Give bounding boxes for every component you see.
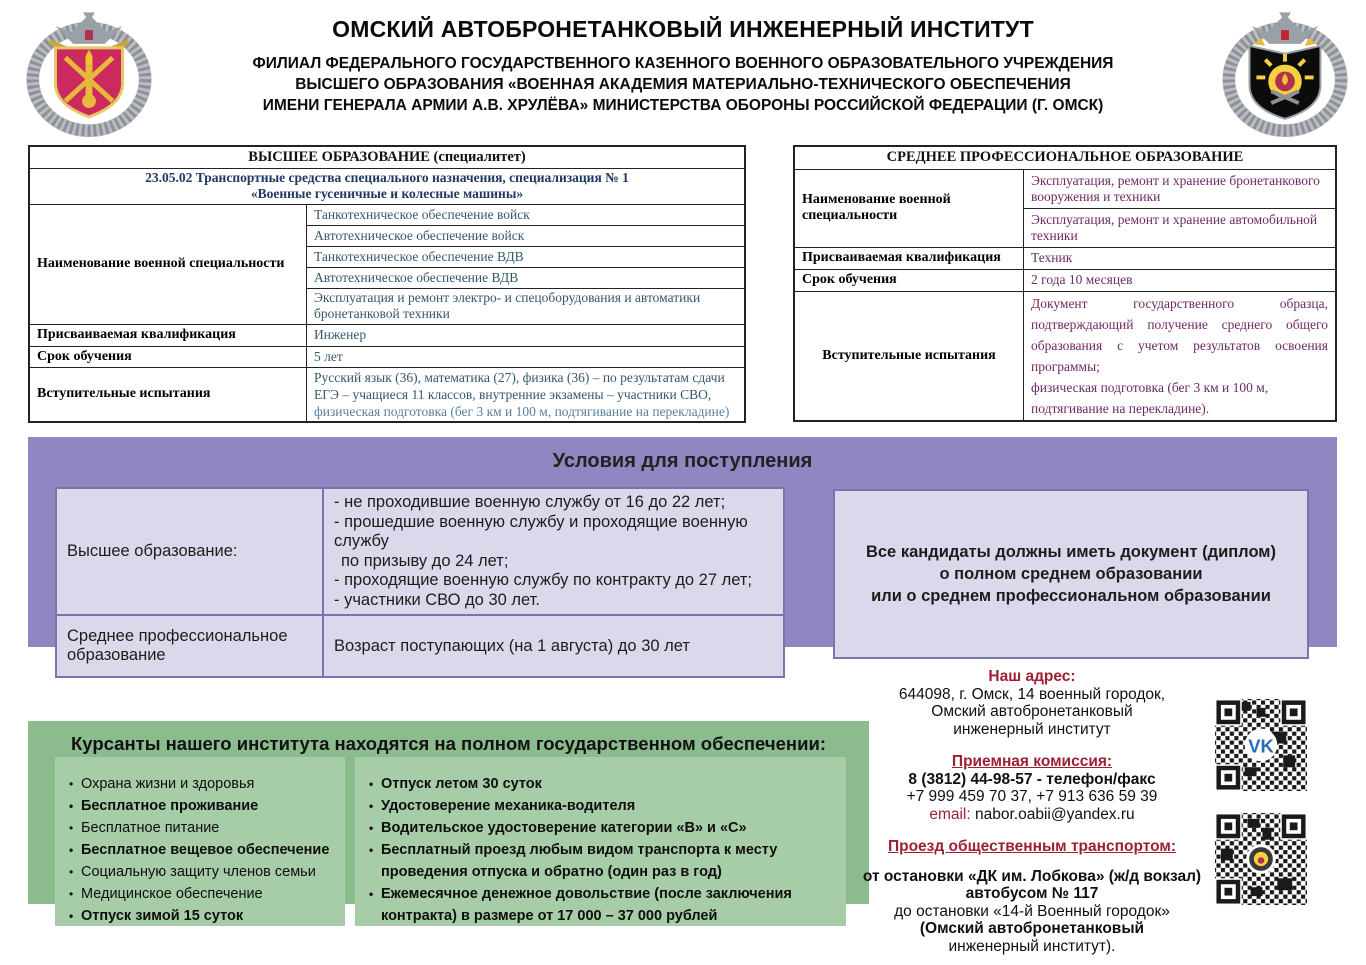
exams-label-2: Вступительные испытания [794, 291, 1024, 421]
contacts-block [862, 668, 1202, 955]
admission-table [55, 487, 785, 678]
benefit-item: • Социальную защиту членов семьи [65, 861, 337, 883]
benefit-item: • Водительское удостоверение категории «В» и «С» [365, 817, 838, 839]
secondary-edu-title: СРЕДНЕЕ ПРОФЕССИОНАЛЬНОЕ ОБРАЗОВАНИЕ [794, 146, 1336, 169]
qualification-value-2: Техник [1024, 247, 1337, 269]
specialty-label: Наименование военной специальности [29, 204, 307, 324]
header-subtitle-1: ФИЛИАЛ ФЕДЕРАЛЬНОГО ГОСУДАРСТВЕННОГО КАЗЕННОГО ВОЕННОГО ОБРАЗОВАТЕЛЬНОГО УЧРЕЖДЕНИЯ [252, 55, 1114, 72]
header-subtitle-3: ИМЕНИ ГЕНЕРАЛА АРМИИ А.В. ХРУЛЁВА» МИНИСТЕРСТВА ОБОРОНЫ РОССИЙСКОЙ ФЕДЕРАЦИИ (Г. ОМСК) [262, 97, 1104, 114]
exams-value-2 [1024, 291, 1337, 421]
email-address: nabor.oabii@yandex.ru [975, 805, 1135, 823]
benefits-right-list [365, 773, 838, 927]
higher-edu-title: ВЫСШЕЕ ОБРАЗОВАНИЕ (специалитет) [29, 146, 745, 168]
note-line-1: Все кандидаты должны иметь документ (диплом) [865, 543, 1277, 561]
exams-value [307, 367, 746, 422]
header-subtitle-2: ВЫСШЕГО ОБРАЗОВАНИЯ «ВОЕННАЯ АКАДЕМИЯ МАТЕРИАЛЬНО-ТЕХНИЧЕСКОГО ОБЕСПЕЧЕНИЯ [295, 76, 1071, 93]
adm-line-4: - проходящие военную службу по контракту до 27 лет; [334, 571, 753, 589]
secondary-specialty-1: Эксплуатация, ремонт и хранение бронетанкового вооружения и техники [1024, 169, 1337, 208]
transport-line: до остановки «14-й Военный городок» [894, 902, 1170, 920]
note-line-3: или о среднем профессиональном образовании [871, 587, 1271, 605]
secondary-specialty-2: Эксплуатация, ремонт и хранение автомобильной техники [1024, 208, 1337, 247]
address-line: 644098, г. Омск, 14 военный городок, [898, 685, 1166, 703]
transport-line: автобусом № 117 [965, 885, 1099, 902]
benefits-left-box [55, 757, 345, 926]
benefit-item: • Отпуск зимой 15 суток [65, 905, 337, 927]
transport-title: Проезд общественным транспортом: [887, 838, 1176, 855]
admission-secondary-label: Среднее профессиональное образование [56, 615, 323, 677]
transport-line: инженерный институт). [948, 937, 1116, 955]
benefit-item: • Отпуск летом 30 суток [365, 773, 838, 795]
benefit-item: • Охрана жизни и здоровья [65, 773, 337, 795]
exams-line-2: физическая подготовка (бег 3 км и 100 м, подтягивание на перекладине) [314, 403, 730, 419]
benefits-right-box [355, 757, 846, 926]
duration-value-2: 2 года 10 месяцев [1024, 269, 1337, 291]
benefits-title: Курсанты нашего института находятся на полном государственном обеспечении: [71, 733, 826, 754]
transport-line: от остановки «ДК им. Лобкова» (ж/д вокзал) [862, 867, 1202, 885]
specialty-3: Танкотехническое обеспечение ВДВ [307, 246, 746, 267]
program-line-2: «Военные гусеничные и колесные машины» [250, 186, 524, 201]
email-line [862, 806, 1202, 824]
address-title: Наш адрес: [988, 668, 1076, 685]
transport-line: (Омский автобронетанковый [919, 920, 1145, 937]
phone-fax: 8 (3812) 44-98-57 - телефон/факс [908, 770, 1156, 788]
exams-para-1: Документ государственного образца, подтверждающий получение среднего общего образования с учетом результатов освоения программы; [1031, 295, 1328, 374]
duration-label-2: Срок обучения [794, 269, 1024, 291]
header [180, 16, 1186, 116]
exams-para-2: физическая подготовка (бег 3 км и 100 м, подтягивание на перекладине). [1031, 379, 1269, 416]
specialty-label-2: Наименование военной специальности [794, 169, 1024, 247]
benefit-item: • Бесплатное проживание [65, 795, 337, 817]
higher-education-table [28, 145, 746, 423]
benefit-item: • Ежемесячное денежное довольствие (после заключения контракта) в размере от 17 000 – 37 000 рублей [365, 883, 838, 927]
admissions-office-title: Приемная комиссия: [951, 753, 1113, 770]
academy-emblem-icon [20, 6, 158, 138]
specialty-5: Эксплуатация и ремонт электро- и спецоборудования и автоматики бронетанковой техники [307, 288, 746, 324]
qualification-value: Инженер [307, 324, 746, 346]
benefit-item: • Бесплатный проезд любым видом транспорта к месту проведения отпуска и обратно (один раз в год) [365, 839, 838, 883]
adm-line-5: - участники СВО до 30 лет. [334, 590, 540, 609]
adm-line-2: - прошедшие военную службу и проходящие военную службу [334, 512, 748, 550]
benefit-item: • Бесплатное питание [65, 817, 337, 839]
admission-title: Условия для поступления [552, 450, 813, 472]
institute-emblem-icon [1216, 6, 1354, 138]
qr-code-institute [1212, 810, 1310, 908]
note-line-2: о полном среднем образовании [939, 565, 1203, 583]
specialty-4: Автотехническое обеспечение ВДВ [307, 267, 746, 288]
adm-line-3: по призыву до 24 лет; [341, 551, 509, 570]
admission-secondary-value: Возраст поступающих (на 1 августа) до 30 лет [323, 615, 784, 677]
admission-higher-label: Высшее образование: [56, 488, 323, 615]
address-line: инженерный институт [953, 720, 1111, 738]
secondary-education-table [793, 145, 1337, 422]
qualification-label: Присваиваемая квалификация [29, 324, 307, 346]
page-title: ОМСКИЙ АВТОБРОНЕТАНКОВЫЙ ИНЖЕНЕРНЫЙ ИНСТИТУТ [332, 16, 1034, 42]
benefit-item: • Удостоверение механика-водителя [365, 795, 838, 817]
admission-note [833, 489, 1309, 659]
specialty-2: Автотехническое обеспечение войск [307, 225, 746, 246]
adm-line-1: - не проходившие военную службу от 16 до 22 лет; [334, 493, 726, 511]
vk-logo-icon: VK [1248, 735, 1274, 757]
admission-higher-value [323, 488, 784, 615]
duration-value: 5 лет [307, 346, 746, 367]
benefits-left-list [65, 773, 337, 927]
specialty-1: Танкотехническое обеспечение войск [307, 204, 746, 225]
program-cell [29, 168, 745, 204]
email-label: email: [929, 805, 971, 823]
phone-mobile: +7 999 459 70 37, +7 913 636 59 39 [906, 788, 1158, 805]
qualification-label-2: Присваиваемая квалификация [794, 247, 1024, 269]
exams-label: Вступительные испытания [29, 367, 307, 422]
institute-mini-emblem-icon [1246, 844, 1276, 874]
address-line: Омский автобронетанковый [931, 703, 1133, 720]
benefit-item: • Медицинское обеспечение [65, 883, 337, 905]
program-line-1: 23.05.02 Транспортные средства специального назначения, специализация № 1 [145, 170, 629, 185]
qr-code-vk [1212, 696, 1310, 794]
benefit-item: • Бесплатное вещевое обеспечение [65, 839, 337, 861]
exams-line-1: Русский язык (36), математика (27), физика (36) – по результатам сдачи ЕГЭ – учащиеся 11 классов, внутренние экзамены – участники СВО, [314, 369, 725, 402]
duration-label: Срок обучения [29, 346, 307, 367]
